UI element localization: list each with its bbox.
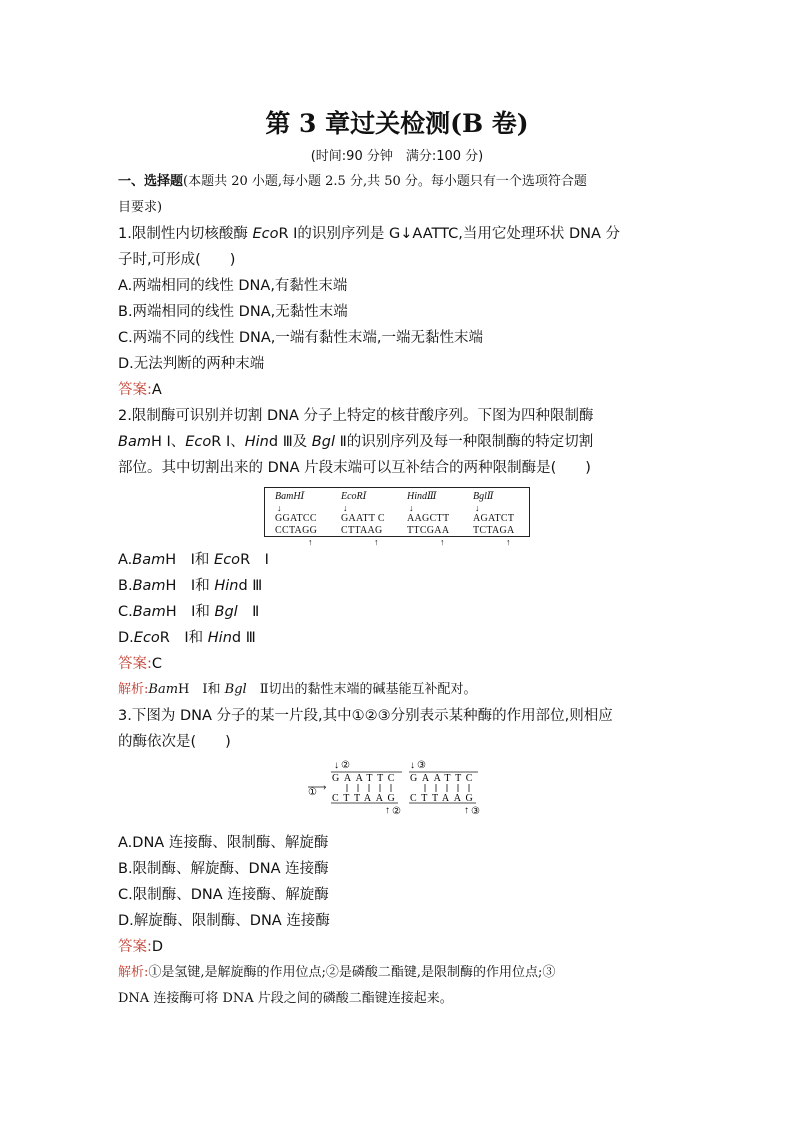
site-1-label: ① xyxy=(308,787,317,798)
cut-arrow-icon: ↑ xyxy=(308,537,313,547)
q3-option-d: D.解旋酶、限制酶、DNA 连接酶 xyxy=(118,913,330,929)
cut-arrow-icon: ↑ xyxy=(385,805,390,816)
cut-arrow-icon: ↑ xyxy=(440,537,445,547)
restriction-enzyme-figure xyxy=(264,487,530,547)
exam-content xyxy=(118,169,678,1012)
site-2-label: ② xyxy=(341,760,350,771)
q2-answer: 答案:C xyxy=(118,656,163,672)
arrow-right-icon: › xyxy=(323,782,327,793)
q2-analysis: 解析:BamH Ⅰ和 Bgl Ⅱ切出的黏性末端的碱基能互补配对。 xyxy=(118,682,477,697)
q1-stem-cont: 子时,可形成( ) xyxy=(118,252,236,268)
section-desc: (本题共 20 小题,每小题 2.5 分,共 50 分。每小题只有一个选项符合题 xyxy=(183,174,587,189)
dna-fragment-figure xyxy=(306,757,496,817)
q2-option-d: D.EcoR Ⅰ和 Hind Ⅲ xyxy=(118,630,256,646)
q3-stem: 3.下图为 DNA 分子的某一片段,其中①②③分别表示某种酶的作用部位,则相应 xyxy=(118,708,613,724)
cut-arrow-icon: ↓ xyxy=(334,760,339,771)
cut-arrow-icon: ↑ xyxy=(464,805,469,816)
q3-option-b: B.限制酶、解旋酶、DNA 连接酶 xyxy=(118,861,329,877)
section-title: 一、选择题 xyxy=(118,174,184,189)
enzyme-hindiii: HindⅢ ↓ AAGCTT TTCGAA ↑ xyxy=(407,491,465,547)
q1-option-b: B.两端相同的线性 DNA,无黏性末端 xyxy=(118,304,348,320)
enzyme-ecori: EcoRⅠ ↓ GAATT C CTTAAG ↑ xyxy=(341,491,399,547)
site-3-label-bottom: ③ xyxy=(471,806,480,817)
q2-option-b: B.BamH Ⅰ和 Hind Ⅲ xyxy=(118,578,263,594)
q3-answer: 答案:D xyxy=(118,939,164,955)
site-3-label: ③ xyxy=(417,760,426,771)
hydrogen-bonds xyxy=(425,784,469,792)
hydrogen-bonds xyxy=(347,784,391,792)
bottom-strand-seq: CTTAAG xyxy=(332,793,400,804)
cut-arrow-icon: ↑ xyxy=(374,537,379,547)
q1-answer: 答案:A xyxy=(118,382,162,398)
q1-option-d: D.无法判断的两种末端 xyxy=(118,356,265,372)
section-desc-cont: 目要求) xyxy=(118,200,163,215)
cut-arrow-icon: ↑ xyxy=(506,537,511,547)
cut-arrow-icon: ↓ xyxy=(475,503,480,513)
cut-arrow-icon: ↓ xyxy=(409,503,414,513)
cut-arrow-icon: ↓ xyxy=(343,503,348,513)
enzyme-bglii: BglⅡ ↓ AGATCT TCTAGA ↑ xyxy=(473,491,531,547)
q1-option-c: C.两端不同的线性 DNA,一端有黏性末端,一端无黏性末端 xyxy=(118,330,483,346)
q1-option-a: A.两端相同的线性 DNA,有黏性末端 xyxy=(118,278,348,294)
cut-arrow-icon: ↓ xyxy=(277,503,282,513)
q2-option-a: A.BamH Ⅰ和 EcoR Ⅰ xyxy=(118,552,269,568)
site-2-label-bottom: ② xyxy=(392,806,401,817)
q3-option-a: A.DNA 连接酶、限制酶、解旋酶 xyxy=(118,835,329,851)
q3-stem-cont: 的酶依次是( ) xyxy=(118,734,231,750)
q2-stem-cont2: 部位。其中切割出来的 DNA 片段末端可以互补结合的两种限制酶是( ) xyxy=(118,460,591,476)
enzyme-bamhi: BamHⅠ ↓ GGATCC CCTAGG ↑ xyxy=(275,491,333,547)
q2-option-c: C.BamH Ⅰ和 Bgl Ⅱ xyxy=(118,604,260,620)
page-title: 第 3 章过关检测(B 卷) xyxy=(265,109,529,138)
exam-info: (时间:90 分钟 满分:100 分) xyxy=(310,149,484,164)
section-heading xyxy=(118,169,678,195)
cut-arrow-icon: ↓ xyxy=(410,760,415,771)
q3-option-c: C.限制酶、DNA 连接酶、解旋酶 xyxy=(118,887,329,903)
q2-stem: 2.限制酶可识别并切割 DNA 分子上特定的核苷酸序列。下图为四种限制酶 xyxy=(118,408,594,424)
q3-analysis: 解析:①是氢键,是解旋酶的作用位点;②是磷酸二酯键,是限制酶的作用位点;③ xyxy=(118,965,556,980)
top-strand-seq: GAATTC xyxy=(410,773,478,784)
q2-stem-cont: BamH Ⅰ、EcoR Ⅰ、Hind Ⅲ及 Bgl Ⅱ的识别序列及每一种限制酶的特定切割 xyxy=(118,434,594,450)
bottom-strand-seq: CTTAAG xyxy=(410,793,478,804)
q3-analysis-cont: DNA 连接酶可将 DNA 片段之间的磷酸二酯键连接起来。 xyxy=(118,991,453,1006)
top-strand-seq: GAATTC xyxy=(332,773,400,784)
q1-stem: 1.限制性内切核酸酶 EcoR Ⅰ的识别序列是 G↓AATTC,当用它处理环状 DNA 分 xyxy=(118,226,621,242)
